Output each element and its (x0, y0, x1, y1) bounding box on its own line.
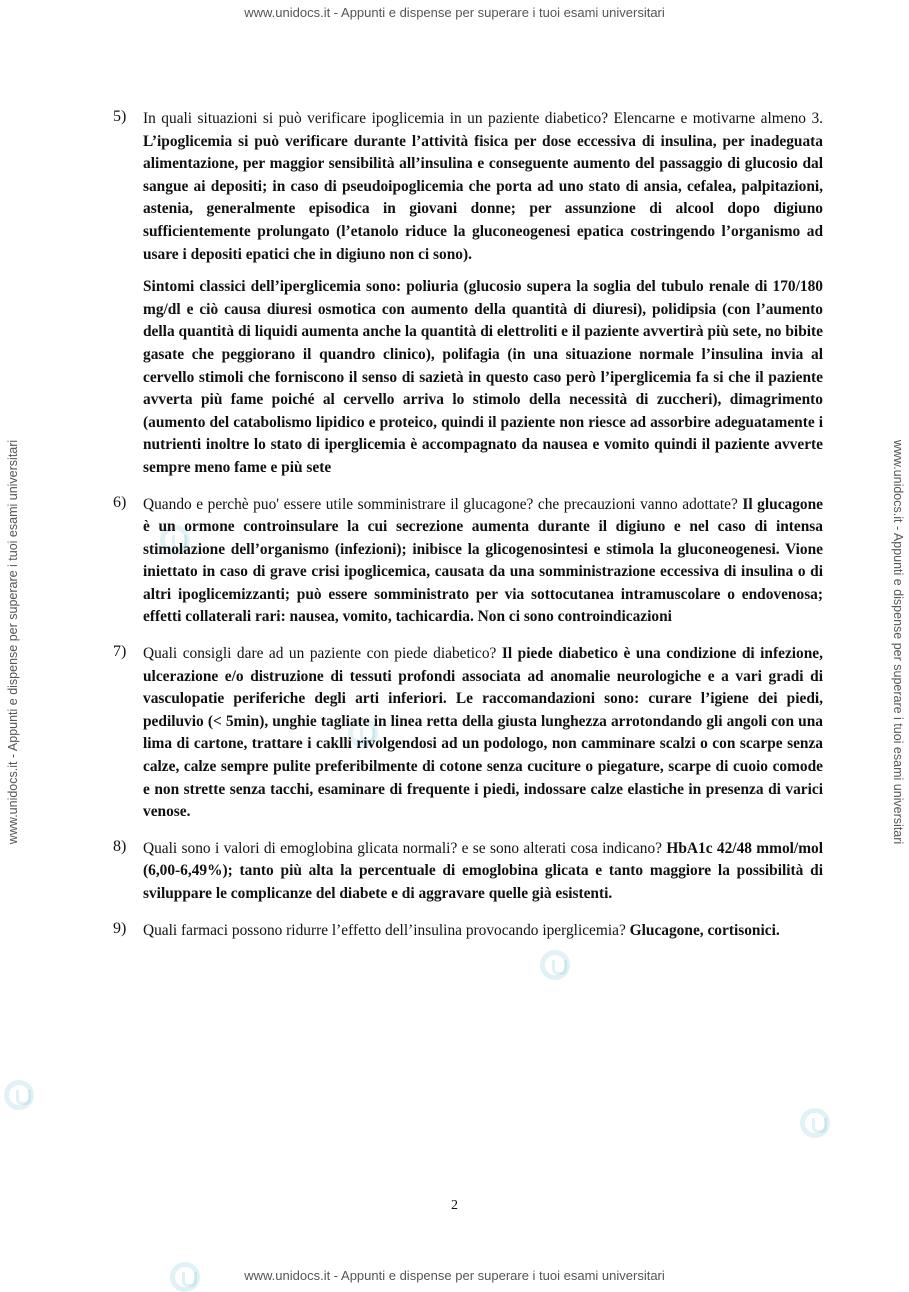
document-body (113, 108, 823, 956)
question-text: Quali sono i valori di emoglobina glicata normali? e se sono alterati cosa indicano? (143, 839, 663, 857)
item-number: 8) (113, 837, 127, 855)
watermark-top: www.unidocs.it - Appunti e dispense per superare i tuoi esami universitari (244, 5, 665, 20)
item-number: 5) (113, 108, 127, 125)
item-text (143, 643, 823, 824)
watermark-bottom: www.unidocs.it - Appunti e dispense per superare i tuoi esami universitari (244, 1268, 665, 1283)
item-number: 9) (113, 919, 127, 937)
item-text (143, 494, 823, 630)
question-text: In quali situazioni si può verificare ipoglicemia in un paziente diabetico? Elencarne e motivarne almeno 3. (143, 110, 823, 127)
watermark-right: www.unidocs.it - Appunti e dispense per superare i tuoi esami universitari (891, 439, 905, 845)
item-number: 6) (113, 493, 127, 511)
answer-text: HbA1c 42/48 mmol/mol (6,00-6,49%); tanto più alta la percentuale di emoglobina glicata e tanto maggiore la possibilità di sviluppare le complicanze del diabete e di aggravare quelle già esistenti. (143, 839, 823, 902)
question-item-5 (113, 108, 823, 266)
answer-text: Il glucagone è un ormone controinsulare la cui secrezione aumenta durante il digiuno e nel caso di intensa stimolazione dell’organismo (infezioni); inibisce la glicogenosintesi e stimola la gluconeogenesi. Vione iniettato in caso di grave crisi ipoglicemica, causata da una somministrazione eccessiva di insulina o di altri ipoglicemizzanti; può essere somministrato per via sottocutanea intramuscolare o endovenosa; effetti collaterali rari: nausea, vomito, tachicardia. Non ci sono controindicazioni (143, 495, 824, 626)
question-text: Quali farmaci possono ridurre l’effetto dell’insulina provocando iperglicemia? (143, 921, 626, 939)
answer-text: Il piede diabetico è una condizione di infezione, ulcerazione e/o distruzione di tessuti profondi associata ad anomalie neurologiche e a vari gradi di vasculopatie periferiche degli arti inferiori. Le raccomandazioni sono: curare l’igiene dei piedi, pediluvio (< 5min), unghie tagliate in linea retta della giusta lunghezza arrotondando gli angoli con una lima di cartone, trattare i caklli rivolgendosi ad un podologo, non camminare scalzi o con scarpe senza calze, calze sempre pulite preferibilmente di cotone senza cuciture o piegature, scarpe di cuoio comode e non strette senza tacchi, esaminare di frequente i piedi, indossare calze elastiche in presenza di varici venose. (143, 645, 823, 821)
question-item-6 (113, 494, 823, 630)
question-item-7 (113, 643, 823, 824)
watermark-left: www.unidocs.it - Appunti e dispense per superare i tuoi esami universitari (6, 439, 20, 845)
page-number: 2 (451, 1198, 458, 1213)
item-text (143, 920, 823, 943)
item-number: 7) (113, 643, 127, 661)
unidocs-logo-icon (170, 1262, 200, 1292)
item-text (143, 108, 823, 266)
item-text (143, 838, 823, 906)
question-text: Quali consigli dare ad un paziente con piede diabetico? (143, 645, 497, 663)
question-item-8 (113, 838, 823, 906)
answer-paragraph-hyperglycemia: Sintomi classici dell’iperglicemia sono: poliuria (glucosio supera la soglia del tubulo renale di 170/180 mg/dl e ciò causa diuresi osmotica con aumento della quantità di diuresi), polidipsia (con l’aumento della quantità di liquidi aumenta anche la quantità di elettroliti e il paziente avvertirà più sete, no bibite gasate che peggiorano il quandro clinico), polifagia (in una situazione normale l’insulina invia al cervello stimoli che forniscono il senso di sazietà in questo caso però l’iperglicemia fa si che il paziente avverta più fame poiché al cervello arriva lo stimolo della necessità di zuccheri), dimagrimento (aumento del catabolismo lipidico e proteico, quindi il paziente non riesce ad assorbire adeguatamente i nutrienti inoltre lo stato di iperglicemia è accompagnato da nausea e vomito quindi il paziente avverte sempre meno fame e più sete (143, 278, 823, 476)
unidocs-logo-icon (800, 1108, 830, 1138)
question-text: Quando e perchè puo' essere utile somministrare il glucagone? che precauzioni vanno adottate? (143, 495, 738, 513)
unidocs-logo-icon (4, 1080, 34, 1110)
answer-text: Glucagone, cortisonici. (629, 921, 780, 939)
question-item-9 (113, 920, 823, 943)
answer-text: L’ipoglicemia si può verificare durante l’attività fisica per dose eccessiva di insulina, per inadeguata alimentazione, per maggior sensibilità all’insulina e conseguente aumento del passaggio di glucosio dal sangue ai depositi; in caso di pseudoipoglicemia che porta ad uno stato di ansia, cefalea, palpitazioni, astenia, generalmente episodica in giovani donne; per assunzione di alcool dopo digiuno sufficientemente prolungato (l’etanolo riduce la gluconeogenesi epatica costringendo l’organismo ad usare i depositi epatici che in digiuno non ci sono). (143, 132, 823, 263)
